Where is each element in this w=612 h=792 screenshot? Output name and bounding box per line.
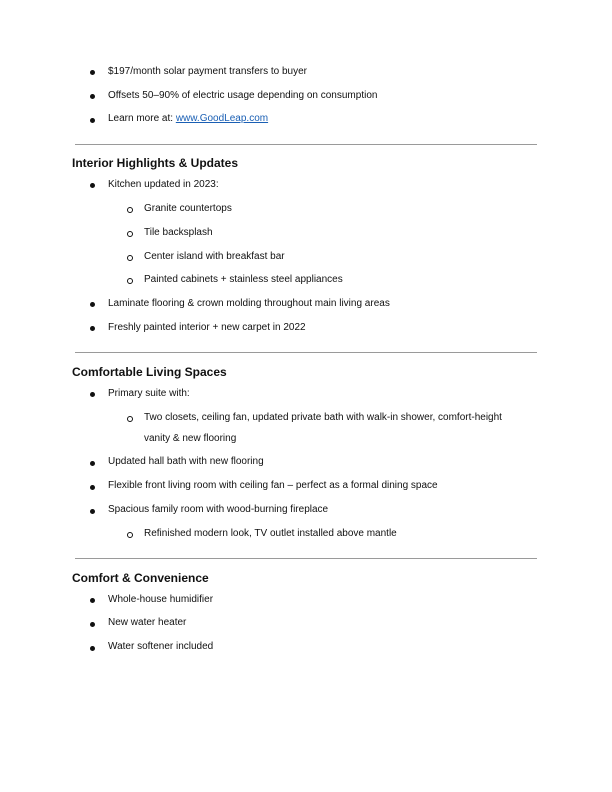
sub-bullet-icon <box>127 231 133 237</box>
sub-bullet-icon <box>127 278 133 284</box>
living-item: Flexible front living room with ceiling fan – perfect as a formal dining space <box>108 480 438 491</box>
family-room-detail: Refinished modern look, TV outlet installed above mantle <box>144 528 397 539</box>
bullet-icon <box>90 461 95 466</box>
primary-suite-detail: Two closets, ceiling fan, updated private bath with walk-in shower, comfort-height <box>144 412 502 423</box>
primary-suite-label: Primary suite with: <box>108 388 190 399</box>
kitchen-item: Tile backsplash <box>144 227 213 238</box>
goodleap-link[interactable]: www.GoodLeap.com <box>175 113 269 124</box>
living-item: Spacious family room with wood-burning fireplace <box>108 504 329 515</box>
kitchen-item: Center island with breakfast bar <box>144 251 285 262</box>
sub-bullet-icon <box>127 207 133 213</box>
bullet-icon <box>90 598 95 603</box>
interior-heading: Interior Highlights & Updates <box>72 156 239 170</box>
comfort-heading: Comfort & Convenience <box>72 571 209 585</box>
living-heading: Comfortable Living Spaces <box>72 365 227 379</box>
bullet-icon <box>90 70 95 75</box>
section-divider <box>75 144 537 145</box>
interior-item: Freshly painted interior + new carpet in 2022 <box>108 322 306 333</box>
bullet-icon <box>90 302 95 307</box>
solar-offset-item: Offsets 50–90% of electric usage depending on consumption <box>108 90 378 101</box>
bullet-icon <box>90 622 95 627</box>
bullet-icon <box>90 646 95 651</box>
bullet-icon <box>90 118 95 123</box>
kitchen-item: Granite countertops <box>144 203 232 214</box>
bullet-icon <box>90 485 95 490</box>
bullet-icon <box>90 326 95 331</box>
sub-bullet-icon <box>127 532 133 538</box>
learn-more-item <box>108 112 268 126</box>
comfort-item: New water heater <box>108 617 187 628</box>
section-divider <box>75 352 537 353</box>
bullet-icon <box>90 392 95 397</box>
comfort-item: Water softener included <box>108 641 214 652</box>
primary-suite-detail-continued: vanity & new flooring <box>144 433 237 444</box>
bullet-icon <box>90 509 95 514</box>
bullet-icon <box>90 94 95 99</box>
bullet-icon <box>90 183 95 188</box>
solar-payment-item: $197/month solar payment transfers to buyer <box>108 66 307 77</box>
sub-bullet-icon <box>127 255 133 261</box>
kitchen-item: Painted cabinets + stainless steel appliances <box>144 274 343 285</box>
living-item: Updated hall bath with new flooring <box>108 456 264 467</box>
comfort-item: Whole-house humidifier <box>108 594 214 605</box>
interior-item: Laminate flooring & crown molding throughout main living areas <box>108 298 390 309</box>
section-divider <box>75 558 537 559</box>
kitchen-label: Kitchen updated in 2023: <box>108 179 219 190</box>
sub-bullet-icon <box>127 416 133 422</box>
learn-more-prefix: Learn more at: <box>108 113 176 124</box>
